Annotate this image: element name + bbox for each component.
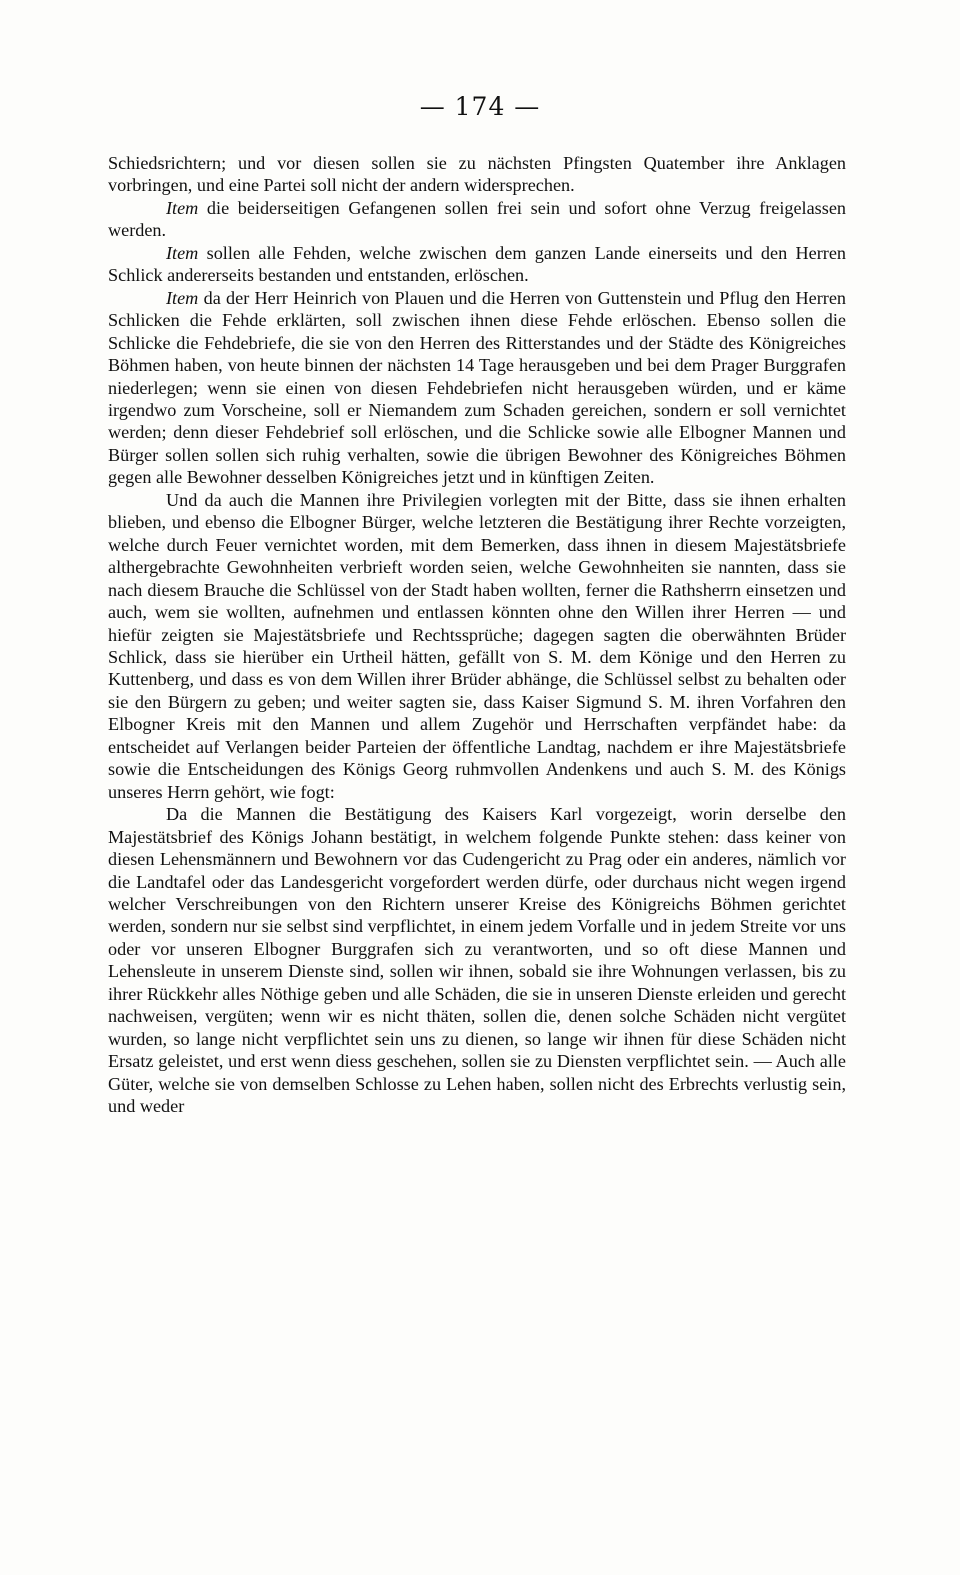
paragraph bbox=[108, 489, 846, 803]
body-text bbox=[108, 152, 846, 1117]
paragraph-text: Da die Mannen die Bestätigung des Kaisers Karl vorgezeigt, worin derselbe den Majestätsbrief des Königs Johann bestätigt, in welchem folgende Punkte stehen: dass keiner von diesen Lehensmännern und Bewohnern vor das Cudengericht zu Prag oder ein anderes, nämlich vor die Landtafel oder das Landesgericht vorgefordert werden dürfe, oder durchaus nicht wegen irgend welcher Verschreibungen von den Richtern unserer Kreise des Königreichs Böhmen gerichtet werden, sondern nur sie selbst sind verpflichtet, in einem jedem Vorfalle und in jedem Streite vor uns oder vor unseren Elbogner Burggrafen sich zu verantworten, und so oft diese Mannen und Lehensleute in unserem Dienste sind, sollen wir ihnen, sobald sie ihre Wohnungen verlassen, bis zu ihrer Rückkehr alles Nöthige geben und alle Schäden, die sie in unseren Dienste erleiden und gerecht nachweisen, vergüten; wenn wir es nicht thäten, sollen die, denen solche Schäden nicht vergütet wurden, so lange nicht verpflichtet sein uns zu dienen, so lange wir ihnen für diese Schäden nicht Ersatz geleistet, und erst wenn diess geschehen, sollen sie zu Diensten verpflichtet sein. — Auch alle Güter, welche sie von demselben Schlosse zu Lehen haben, sollen nicht des Erbrechts verlustig sein, und weder bbox=[108, 804, 846, 1117]
paragraph bbox=[108, 803, 846, 1117]
item-lead-word: Item bbox=[166, 287, 199, 308]
paragraph bbox=[108, 242, 846, 287]
item-lead-word: Item bbox=[166, 242, 199, 263]
paragraph-text: sollen alle Fehden, welche zwischen dem ganzen Lande einerseits und den Herren Schlick andererseits bestanden und entstanden, erlöschen. bbox=[108, 242, 846, 286]
page-number: — 174 — bbox=[419, 92, 541, 121]
paragraph-text: da der Herr Heinrich von Plauen und die Herren von Guttenstein und Pflug den Herren Schlicken die Fehde erklärten, soll zwischen ihnen diese Fehde erlöschen. Ebenso sollen die Schlicke die Fehdebriefe, die sie von den Herren des Ritterstandes und der Städte des Königreiches Böhmen haben, von heute binnen der nächsten 14 Tage herausgeben und bei dem Prager Burggrafen niederlegen; wenn sie einen von diesen Fehdebriefen nicht herausgeben würden, und er käme irgendwo zum Vorscheine, soll er Niemandem zum Schaden gereichen, sondern er soll vernichtet werden; denn dieser Fehdebrief soll erlöschen, und die Schlicke sowie alle Elbogner Mannen und Bürger sollen sollen sich ruhig verhalten, sowie die übrigen Bewohner des Königreiches Böhmen gegen alle Bewohner desselben Königreiches jetzt und in künftigen Zeiten. bbox=[108, 287, 846, 488]
paragraph-text: Schiedsrichtern; und vor diesen sollen sie zu nächsten Pfingsten Quatember ihre Anklagen vorbringen, und eine Partei soll nicht der andern widersprechen. bbox=[108, 153, 846, 196]
paragraph bbox=[108, 287, 846, 489]
paragraph bbox=[108, 197, 846, 242]
item-lead-word: Item bbox=[166, 197, 199, 218]
paragraph-text: die beiderseitigen Gefangenen sollen frei sein und sofort ohne Verzug freigelassen werden. bbox=[108, 197, 846, 241]
paragraph bbox=[108, 152, 846, 197]
paragraph-text: Und da auch die Mannen ihre Privilegien vorlegten mit der Bitte, dass sie ihnen erhalten blieben, und ebenso die Elbogner Bürger, welche letzteren die Bestätigung ihrer Rechte vorzeigten, welche durch Feuer vernichtet worden, mit dem Bemerken, dass ihnen in diesem Majestätsbriefe althergebrachte Gewohnheiten verbrieft worden seien, welche Gewohnheiten sie nannten, dass sie nach diesem Brauche die Schlüssel von der Stadt haben wollten, ferner die Rathsherrn einsetzen und auch, wem sie wollten, aufnehmen und entlassen könnten ohne den Willen ihrer Herren — und hiefür zeigten sie Majestätsbriefe und Rechtssprüche; dagegen sagten die oberwähnten Brüder Schlick, dass sie hierüber ein Urtheil hätten, gefällt von S. M. dem Könige und den Herren zu Kuttenberg, und dass es von dem Willen ihrer Brüder abhänge, die Schlüssel selbst zu behalten oder sie den Bürgern zu geben; und weiter sagten sie, dass Kaiser Sigmund S. M. ihren Vorfahren den Elbogner Kreis mit den Mannen und allem Zugehör und Herrschaften verpfändet habe: da entscheidet auf Verlangen beider Parteien der öffentliche Landtag, nachdem er ihre Majestätsbriefe sowie die Entscheidungen des Königs Georg ruhmvollen Andenkens und auch S. M. des Königs unseres Herrn gehört, wie fogt: bbox=[108, 489, 846, 802]
